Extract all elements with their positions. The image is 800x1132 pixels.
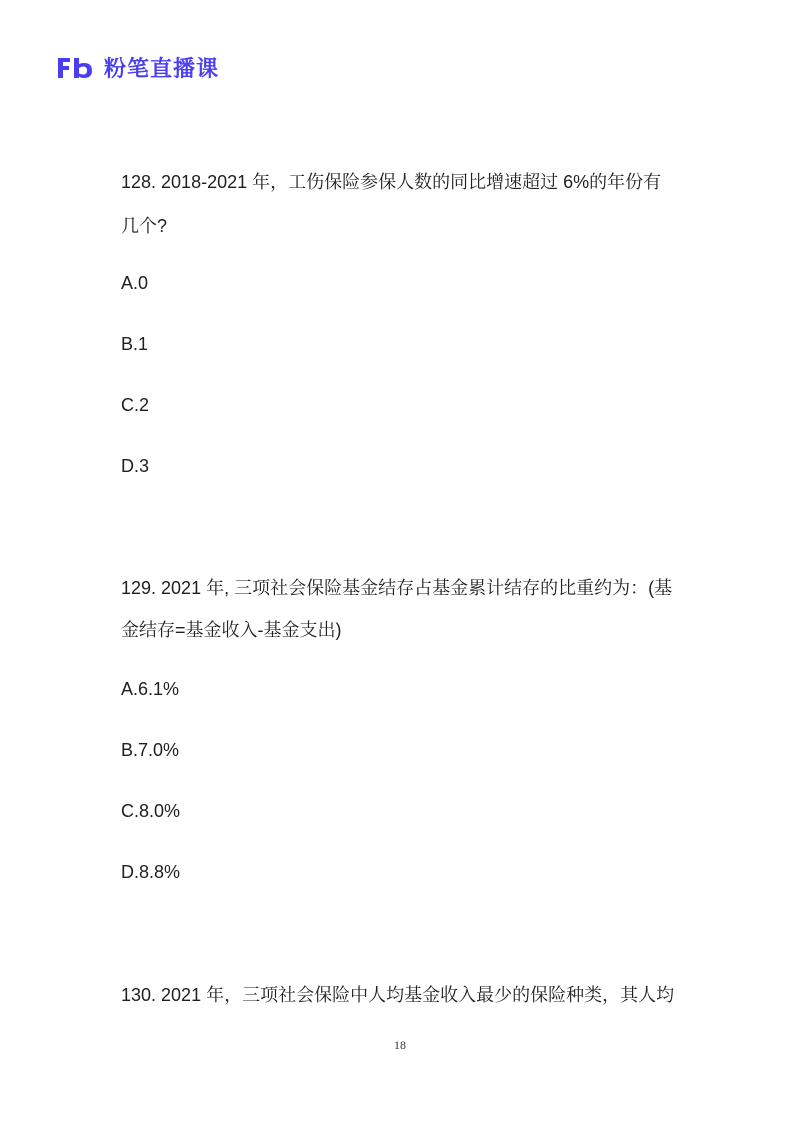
logo-text: 粉笔直播课 xyxy=(104,57,220,82)
question-129-line-1: 129. 2021 年, 三项社会保险基金结存占基金累计结存的比重约为：(基 xyxy=(121,578,673,598)
question-128-option-a: A.0 xyxy=(121,273,149,293)
question-128-option-c: C.2 xyxy=(121,395,150,415)
fb-logo-icon xyxy=(56,56,96,80)
question-128-option-d: D.3 xyxy=(121,456,150,476)
question-129-option-c: C.8.0% xyxy=(121,801,181,821)
page-number: 18 xyxy=(394,1038,406,1052)
question-129-option-b: B.7.0% xyxy=(121,740,180,760)
question-128-line-1: 128. 2018-2021 年，工伤保险参保人数的同比增速超过 6%的年份有 xyxy=(121,172,662,192)
question-129-line-2: 金结存=基金收入-基金支出) xyxy=(121,620,342,640)
header-logo xyxy=(56,52,219,83)
question-128-line-2: 几个? xyxy=(121,216,168,236)
question-130-line-1: 130. 2021 年，三项社会保险中人均基金收入最少的保险种类，其人均 xyxy=(121,985,675,1005)
question-128-option-b: B.1 xyxy=(121,334,149,354)
question-129-option-d: D.8.8% xyxy=(121,862,181,882)
question-129-option-a: A.6.1% xyxy=(121,679,180,699)
